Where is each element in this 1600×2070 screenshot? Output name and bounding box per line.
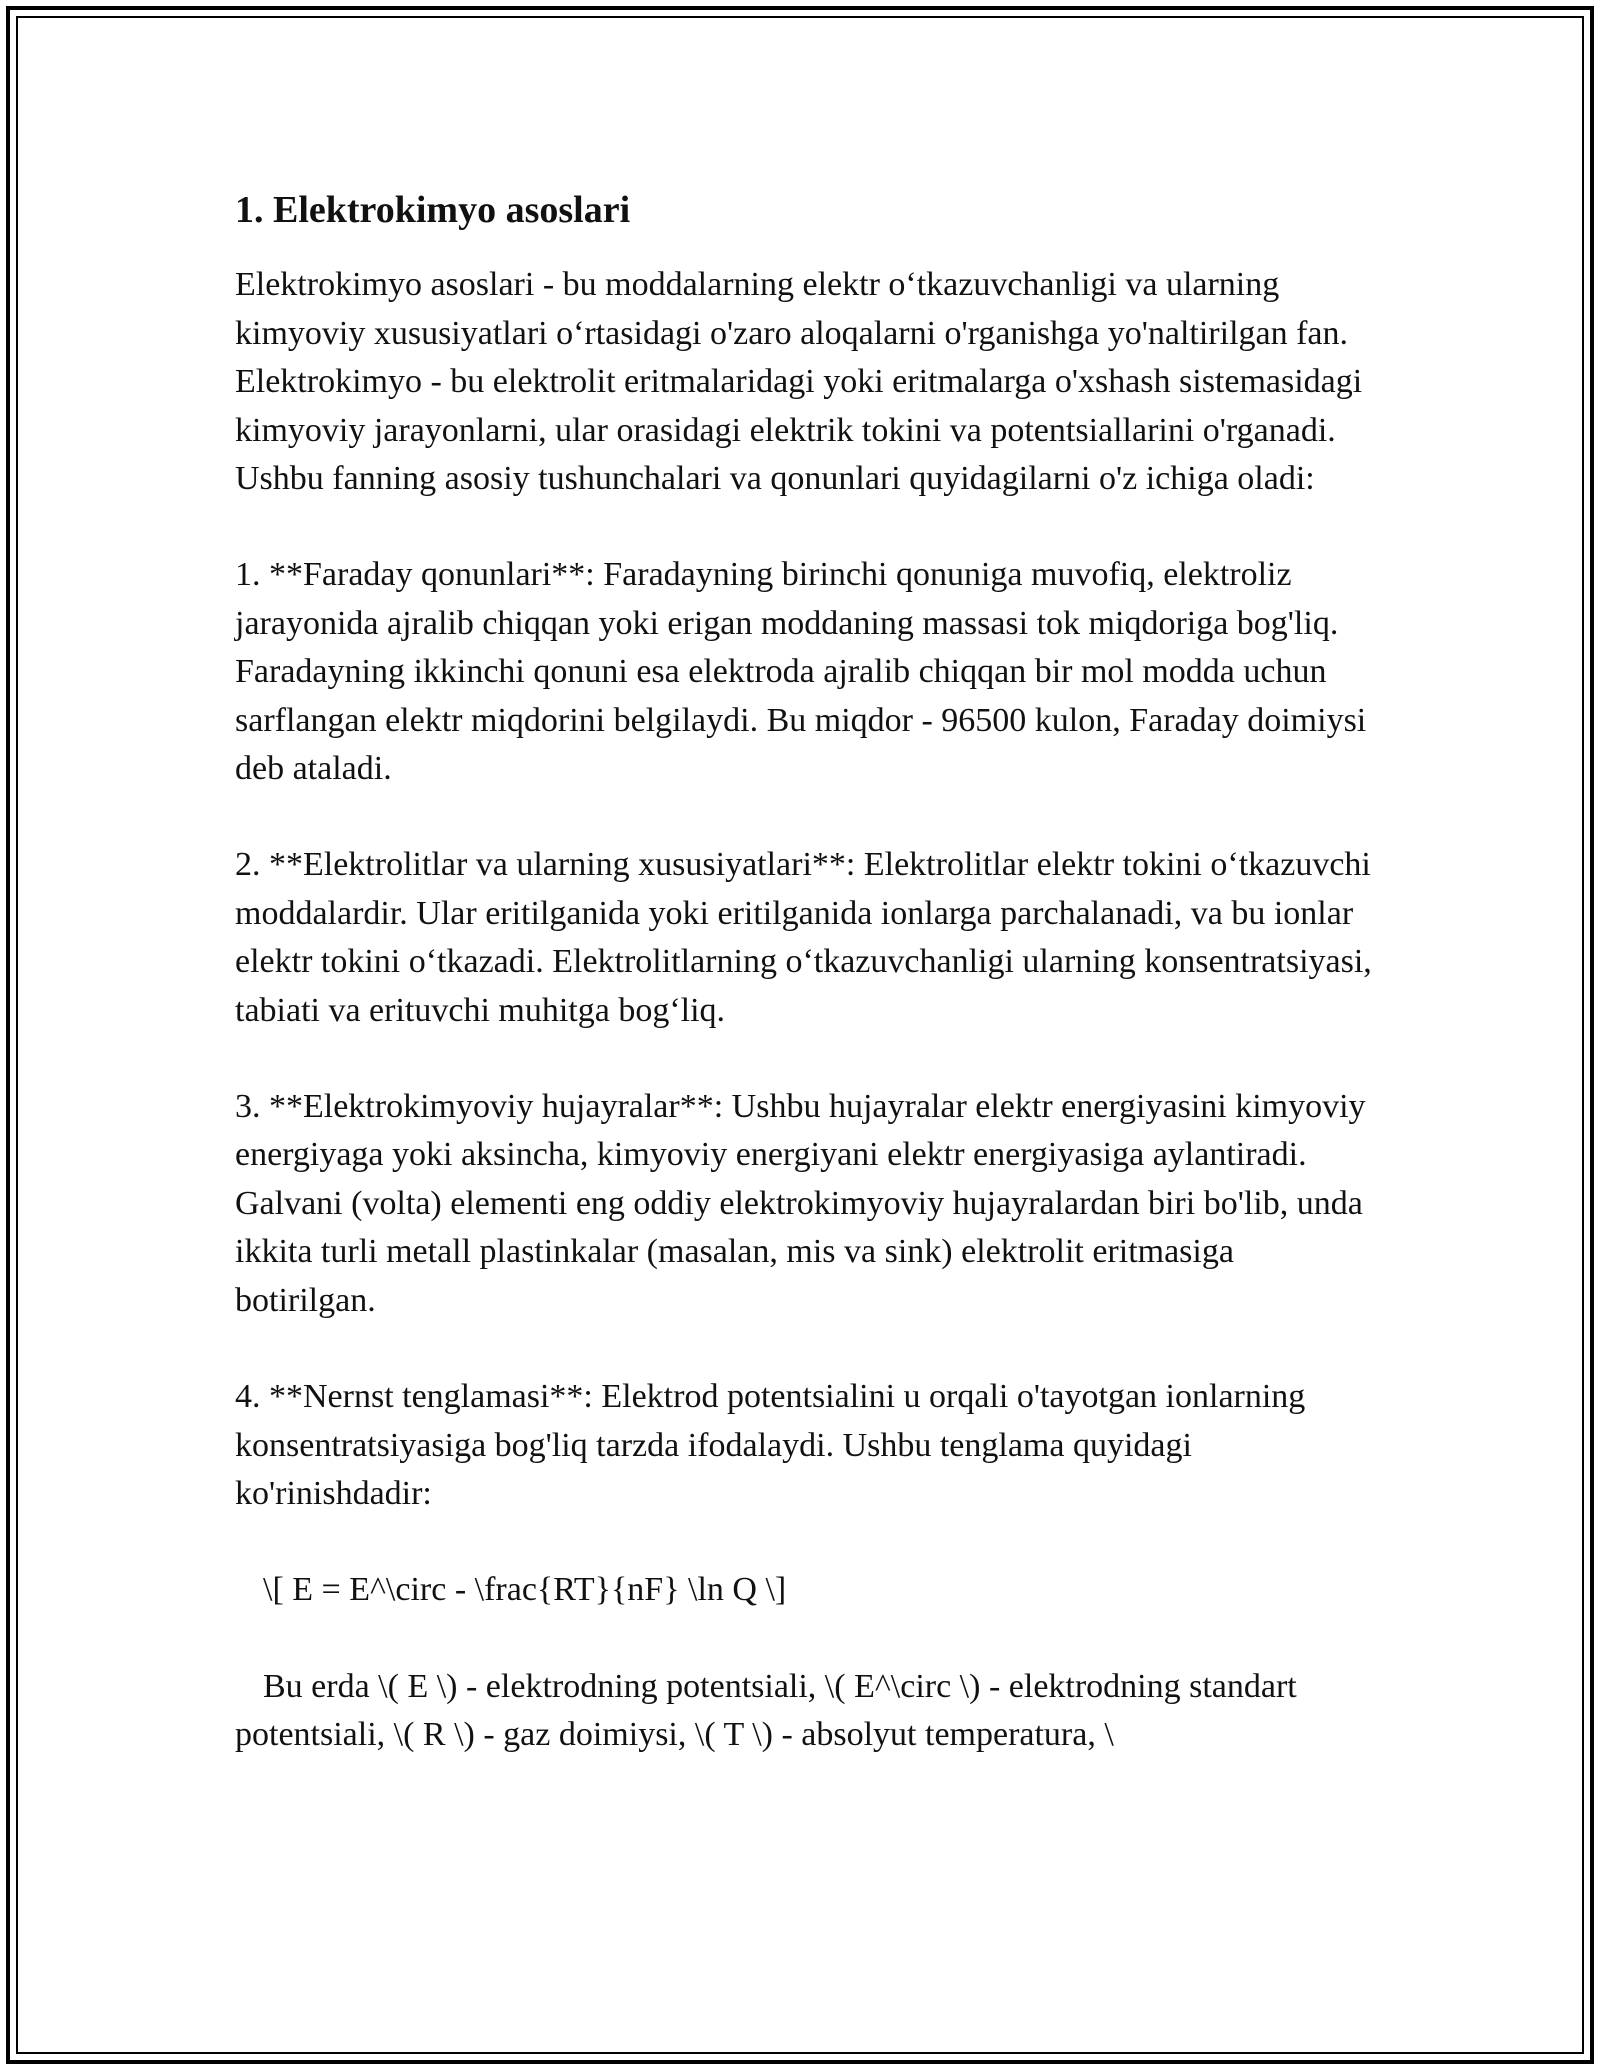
paragraph-gap bbox=[235, 1518, 1375, 1566]
paragraph-gap bbox=[235, 1325, 1375, 1373]
list-item-faraday: 1. **Faraday qonunlari**: Faradayning birinchi qonuniga muvofiq, elektroliz jarayonida ajralib chiqqan yoki erigan moddaning massasi tok miqdoriga bog'liq. Faradayning ikkinchi qonuni esa elektroda ajralib chiqqan bir mol modda uchun sarflangan elektr miqdorini belgilaydi. Bu miqdor - 96500 kulon, Faraday doimiysi deb ataladi. bbox=[235, 556, 1375, 788]
paragraph-gap bbox=[235, 1035, 1375, 1083]
list-item-electrolytes: 2. **Elektrolitlar va ularning xususiyatlari**: Elektrolitlar elektr tokini o‘tkazuvchi moddalardir. Ular eritilganida yoki eritilganida ionlarga parchalanadi, va bu ionlar elektr tokini o‘tkazadi. Elektrolitlarning o‘tkazuvchanligi ularning konsentratsiyasi, tabiati va erituvchi muhitga bog‘liq. bbox=[235, 846, 1381, 1029]
list-item-nernst: 4. **Nernst tenglamasi**: Elektrod potentsialini u orqali o'tayotgan ionlarning konsentratsiyasiga bog'liq tarzda ifodalaydi. Ushbu tenglama quyidagi ko'rinishdadir: bbox=[235, 1378, 1314, 1512]
paragraph-gap bbox=[235, 503, 1375, 551]
intro-paragraph: Elektrokimyo asoslari - bu moddalarning elektr o‘tkazuvchanligi va ularning kimyoviy xususiyatlari o‘rtasidagi o'zaro aloqalarni o'rganishga yo'naltirilgan fan. Elektrokimyo - bu elektrolit eritmalaridagi yoki eritmalarga o'xshash sistemasidagi kimyoviy jarayonlarni, ular orasidagi elektrik tokini va potentsiallarini o'rganadi. Ushbu fanning asosiy tushunchalari va qonunlari quyidagilarni o'z ichiga oladi: bbox=[235, 266, 1371, 498]
list-item-cells: 3. **Elektrokimyoviy hujayralar**: Ushbu hujayralar elektr energiyasini kimyoviy energiyaga yoki aksincha, kimyoviy energiyani elektr energiyasiga aylantiradi. Galvani (volta) elementi eng oddiy elektrokimyoviy hujayralardan biri bo'lib, unda ikkita turli metall plastinkalar (masalan, mis va sink) elektrolit eritmasiga botirilgan. bbox=[235, 1088, 1375, 1319]
paragraph-gap bbox=[235, 793, 1375, 841]
document-body bbox=[235, 186, 1381, 1760]
formula-explanation: Bu erda \( E \) - elektrodning potentsiali, \( E^\circ \) - elektrodning standart potentsiali, \( R \) - gaz doimiysi, \( T \) - absolyut temperatura, \ bbox=[235, 1667, 1306, 1754]
paragraph-gap bbox=[235, 1615, 1375, 1663]
nernst-formula: \[ E = E^\circ - \frac{RT}{nF} \ln Q \] bbox=[263, 1571, 787, 1609]
document-title: 1. Elektrokimyo asoslari bbox=[235, 189, 631, 231]
